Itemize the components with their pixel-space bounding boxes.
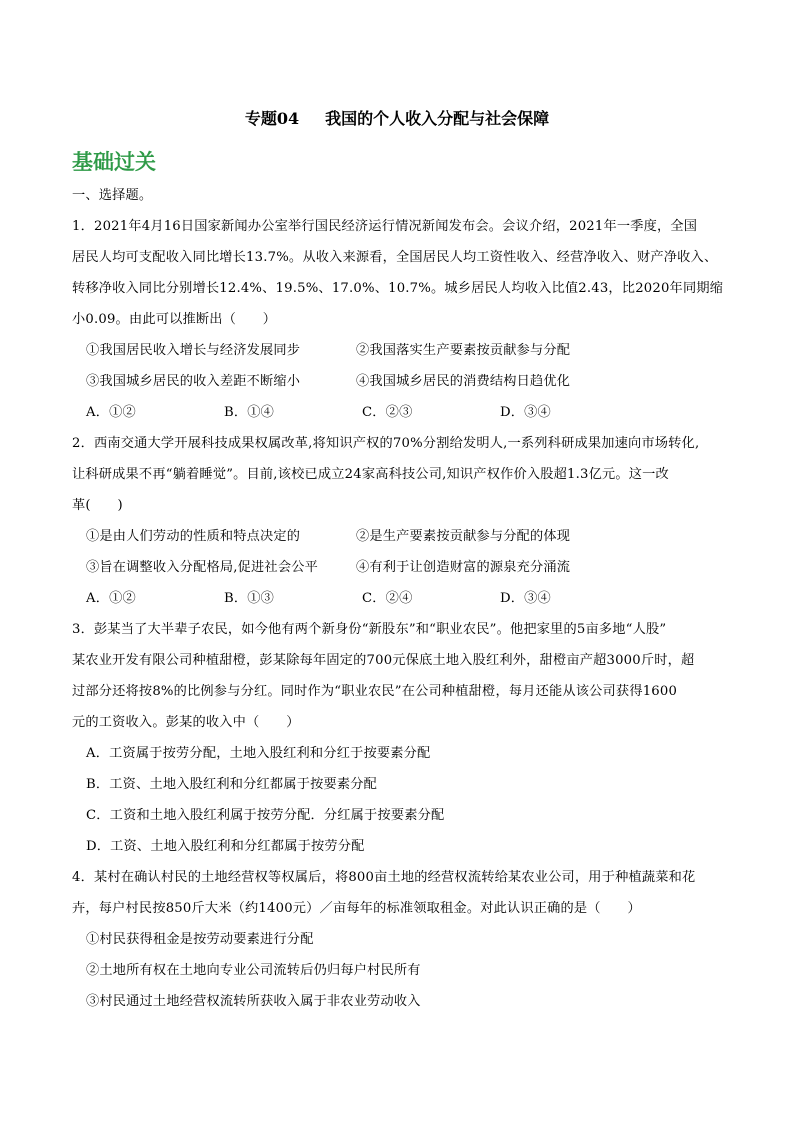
option-c: C．②③ (362, 405, 413, 420)
part-heading: 一、选择题。 (72, 188, 153, 203)
statement-item: ③村民通过土地经营权流转所获收入属于非农业劳动收入 (86, 994, 421, 1009)
section-heading: 基础过关 (72, 150, 156, 174)
question-line: 居民人均可支配收入同比增长13.7%。从收入来源看，全国居民人均工资性收入、经营净收入、财产净收入、 (72, 250, 718, 265)
statement-item: ②我国落实生产要素按贡献参与分配 (356, 343, 571, 358)
option-b: B．①④ (224, 405, 275, 420)
statement-item: ②是生产要素按贡献参与分配的体现 (356, 529, 571, 544)
title-prefix: 专题04 (244, 109, 300, 128)
option-d: D．③④ (500, 591, 551, 606)
option-c: C．工资和土地入股红利属于按劳分配．分红属于按要素分配 (86, 808, 445, 823)
option-b: B．①③ (224, 591, 275, 606)
title-text: 我国的个人收入分配与社会保障 (325, 109, 550, 128)
statement-item: ①是由人们劳动的性质和特点决定的 (86, 529, 301, 544)
option-a: A．①② (86, 405, 136, 420)
statement-row (72, 335, 728, 366)
question-line: 转移净收入同比分别增长12.4%、19.5%、17.0%、10.7%。城乡居民人均收入比值2.43，比2020年同期缩 (72, 281, 724, 296)
question-line: 卉，每户村民按850斤大米（约1400元）／亩每年的标准领取租金。对此认识正确的是（ ） (72, 901, 641, 916)
question-line: 4．某村在确认村民的土地经营权等权属后，将800亩土地的经营权流转给某农业公司，用于种植蔬菜和花 (72, 870, 696, 885)
question-line: 某农业开发有限公司种植甜橙，彭某除每年固定的700元保底土地入股红利外，甜橙亩产超3000斤时，超 (72, 653, 695, 668)
question-line: 3．彭某当了大半辈子农民，如今他有两个新身份“新股东”和“职业农民”。他把家里的5亩多地“人股” (72, 622, 667, 637)
option-row (72, 583, 728, 614)
statement-row (72, 521, 728, 552)
statement-item: ①我国居民收入增长与经济发展同步 (86, 343, 301, 358)
question-1 (72, 211, 728, 428)
option-row (72, 397, 728, 428)
statement-item: ②土地所有权在土地向专业公司流转后仍归每户村民所有 (86, 963, 421, 978)
document-title (0, 106, 794, 129)
statement-row (72, 366, 728, 397)
option-c: C．②④ (362, 591, 413, 606)
statement-item: ①村民获得租金是按劳动要素进行分配 (86, 932, 314, 947)
question-line: 过部分还将按8%的比例参与分红。同时作为“职业农民”在公司种植甜橙，每月还能从该公司获得1600 (72, 684, 678, 699)
statement-item: ③我国城乡居民的收入差距不断缩小 (86, 374, 301, 389)
question-line: 1．2021年4月16日国家新闻办公室举行国民经济运行情况新闻发布会。会议介绍，2021年一季度，全国 (72, 219, 698, 234)
question-2 (72, 428, 728, 614)
questions-body (72, 180, 728, 1017)
statement-item: ④我国城乡居民的消费结构日趋优化 (356, 374, 571, 389)
question-line: 革( ) (72, 498, 123, 513)
option-a: A．工资属于按劳分配，土地入股红利和分红于按要素分配 (86, 746, 431, 761)
question-line: 让科研成果不再“躺着睡觉”。目前,该校已成立24家高科技公司,知识产权作价入股超1.3亿元。这一改 (72, 467, 669, 482)
option-a: A．①② (86, 591, 136, 606)
statement-row (72, 552, 728, 583)
question-line: 元的工资收入。彭某的收入中（ ） (72, 715, 300, 730)
question-line: 2．西南交通大学开展科技成果权属改革,将知识产权的70%分割给发明人,一系列科研成果加速向市场转化, (72, 436, 700, 451)
statement-item: ③旨在调整收入分配格局,促进社会公平 (86, 560, 318, 575)
question-3 (72, 614, 728, 862)
option-d: D．③④ (500, 405, 551, 420)
question-4 (72, 862, 728, 1017)
option-b: B．工资、土地入股红利和分红都属于按要素分配 (86, 777, 378, 792)
statement-item: ④有利于让创造财富的源泉充分涌流 (356, 560, 571, 575)
option-d: D．工资、土地入股红利和分红都属于按劳分配 (86, 839, 365, 854)
question-line: 小0.09。由此可以推断出（ ） (72, 312, 277, 327)
